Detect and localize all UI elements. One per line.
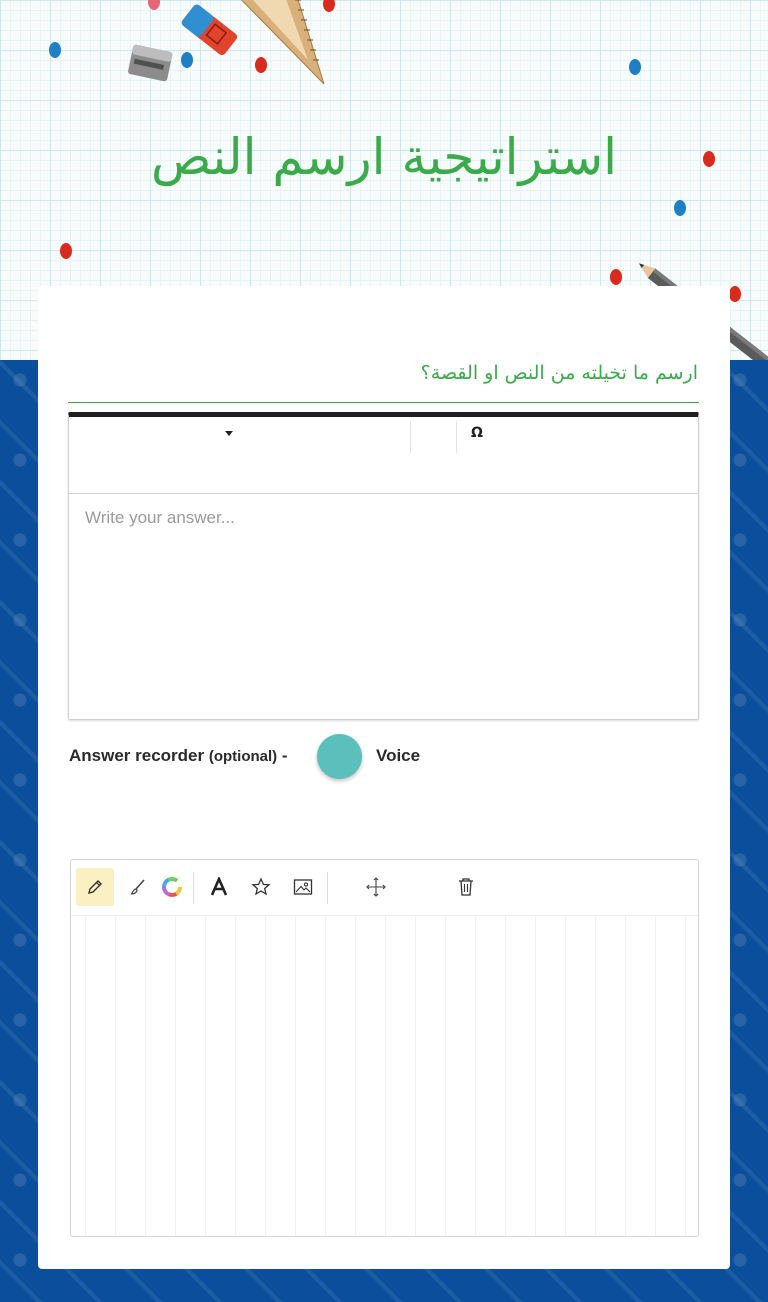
image-tool-button[interactable] (284, 868, 322, 906)
shape-tool-button[interactable] (242, 868, 280, 906)
text-icon (209, 877, 229, 897)
decor-dot (610, 269, 622, 285)
recorder-label (69, 746, 288, 766)
toolbar-separator (327, 872, 328, 904)
move-tool-button[interactable] (357, 868, 395, 906)
star-icon (251, 877, 271, 897)
color-wheel-icon (162, 877, 182, 897)
special-character-button[interactable]: Ω (471, 425, 483, 441)
brush-tool-button[interactable] (119, 868, 157, 906)
question-divider (68, 402, 699, 403)
question-text: ارسم ما تخيلته من النص او القصة؟ (420, 362, 698, 384)
editor-toolbar (69, 417, 698, 494)
voice-label: Voice (376, 746, 421, 765)
answer-recorder (69, 736, 629, 782)
recorder-optional: (optional) (208, 748, 278, 765)
brush-icon (129, 878, 147, 896)
decor-dot (148, 0, 160, 10)
answer-input[interactable]: Write your answer... (85, 508, 235, 527)
question-card (38, 286, 730, 1269)
record-voice-button[interactable] (317, 734, 362, 779)
recorder-dash: - (281, 746, 288, 765)
drawing-widget (70, 859, 699, 1237)
drawing-canvas[interactable] (71, 916, 698, 1236)
toolbar-separator (193, 872, 194, 904)
page-title: استراتيجية ارسم النص (151, 128, 617, 186)
rich-text-editor (68, 412, 699, 720)
ruler-icon (212, 0, 332, 90)
pencil-icon (86, 878, 104, 896)
toolbar-separator (410, 421, 411, 453)
recorder-title: Answer recorder (69, 746, 205, 765)
decor-dot (674, 200, 686, 216)
toolbar-separator (456, 421, 457, 453)
delete-tool-button[interactable] (447, 868, 485, 906)
pencil-tool-button[interactable] (76, 868, 114, 906)
text-tool-button[interactable] (200, 868, 238, 906)
format-dropdown-caret-icon[interactable] (225, 431, 233, 436)
color-picker-button[interactable] (153, 868, 191, 906)
decor-dot (49, 42, 61, 58)
move-icon (366, 877, 386, 897)
trash-icon (457, 877, 475, 897)
image-icon (293, 878, 313, 896)
sharpener-icon (124, 38, 176, 90)
decor-dot (629, 59, 641, 75)
drawing-toolbar (71, 860, 698, 916)
decor-dot (60, 243, 72, 259)
